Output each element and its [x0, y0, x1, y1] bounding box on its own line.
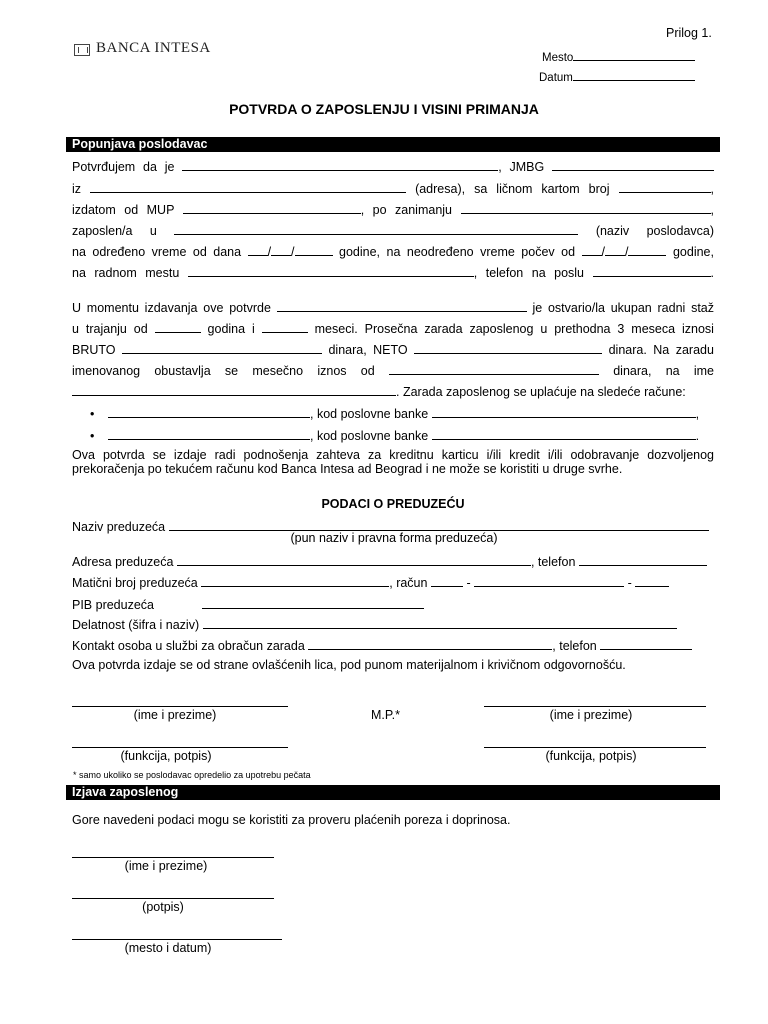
company-activity-input[interactable]: [203, 616, 677, 629]
account-prefix-input[interactable]: [431, 574, 463, 587]
contact-row: Kontakt osoba u službi za obračun zarada , telefon: [72, 637, 714, 654]
deduction-amount-input[interactable]: [389, 362, 599, 375]
bullet-icon: •: [90, 429, 95, 443]
company-name-input[interactable]: [169, 518, 709, 531]
mup-input[interactable]: [183, 201, 361, 214]
page-title: POTVRDA O ZAPOSLENJU I VISINI PRIMANJA: [229, 101, 539, 117]
years-input[interactable]: [155, 320, 201, 333]
id-card-input[interactable]: [619, 180, 711, 193]
months-input[interactable]: [262, 320, 308, 333]
date-label: Datum: [539, 72, 573, 84]
contact-person-input[interactable]: [308, 637, 552, 650]
section-header-employee: Izjava zaposlenog: [66, 785, 720, 800]
indefinite-date-input[interactable]: / /: [582, 245, 667, 259]
bank-2-input[interactable]: [432, 427, 696, 440]
caption-function-right: (funkcija, potpis): [545, 749, 637, 763]
section-header-employer: Popunjava poslodavac: [66, 137, 720, 152]
company-activity-row: Delatnost (šifra i naziv): [72, 616, 714, 633]
employee-name-2-input[interactable]: [277, 299, 527, 312]
employer-line-4: zaposlen/a u (naziv poslodavca): [72, 224, 715, 238]
caption-employee-signature: (potpis): [142, 900, 184, 914]
deduction-reason-input[interactable]: [72, 383, 396, 396]
company-address-row: Adresa preduzeća , telefon: [72, 553, 714, 570]
caption-function-left: (funkcija, potpis): [120, 749, 212, 763]
salary-line-1: U momentu izdavanja ove potvrde je ostvario/la ukupan radni staž: [72, 301, 714, 315]
company-regno-input[interactable]: [201, 574, 389, 587]
company-regno-row: Matični broj preduzeća , račun - -: [72, 574, 714, 591]
place-field[interactable]: [542, 48, 695, 64]
workplace-input[interactable]: [188, 264, 474, 277]
caption-name-right: (ime i prezime): [549, 708, 633, 722]
address-input[interactable]: [90, 180, 406, 193]
employee-statement: Gore navedeni podaci mogu se koristiti za proveru plaćenih poreza i doprinosa.: [72, 813, 511, 827]
employee-place-date-line[interactable]: [72, 939, 282, 940]
bullet-icon: •: [90, 407, 95, 421]
employer-line-3: izdatom od MUP , po zanimanju ,: [72, 203, 714, 217]
employer-line-1: Potvrđujem da je , JMBG: [72, 158, 714, 175]
fixed-term-date-input[interactable]: / /: [248, 245, 333, 259]
account-1-input[interactable]: [108, 405, 310, 418]
purpose-line-1: Ova potvrda se izdaje radi podnošenja zahteva za kreditnu karticu i/ili kredit i/ili odobravanje dozvoljenog: [72, 448, 714, 462]
bank-logo-icon: [74, 44, 90, 56]
signatory-left-name-line[interactable]: [72, 706, 288, 707]
caption-name-left: (ime i prezime): [133, 708, 217, 722]
salary-line-3: BRUTO dinara, NETO dinara. Na zaradu: [72, 343, 714, 357]
company-statement: Ova potvrda izdaje se od strane ovlašćenih lica, pod punom materijalnom i krivičnom odgovornošću.: [72, 658, 626, 672]
account-bullet-1: • , kod poslovne banke ,: [90, 407, 700, 421]
net-salary-input[interactable]: [414, 341, 602, 354]
employer-line-6: na radnom mestu , telefon na poslu .: [72, 266, 714, 280]
account-suffix-input[interactable]: [635, 574, 669, 587]
signatory-left-function-line[interactable]: [72, 747, 288, 748]
caption-employee-place-date: (mesto i datum): [124, 941, 212, 955]
bank-brand: BANCA INTESA: [96, 40, 211, 56]
signatory-right-name-line[interactable]: [484, 706, 706, 707]
employee-name-input[interactable]: [182, 158, 498, 171]
account-2-input[interactable]: [108, 427, 310, 440]
employer-line-5: na određeno vreme od dana / / godine, na neodređeno vreme počev od / / godine,: [72, 245, 714, 259]
employee-name-line[interactable]: [72, 857, 274, 858]
account-number-input[interactable]: [474, 574, 624, 587]
company-pib-input[interactable]: [202, 596, 424, 609]
employer-name-input[interactable]: [174, 222, 578, 235]
company-phone-input[interactable]: [579, 553, 707, 566]
employee-signature-line[interactable]: [72, 898, 274, 899]
bank-1-input[interactable]: [432, 405, 696, 418]
employer-line-2: iz (adresa), sa ličnom kartom broj ,: [72, 182, 714, 196]
contact-phone-input[interactable]: [600, 637, 692, 650]
purpose-line-2: prekoračenja po tekućem računu kod Banca Intesa ad Beograd i ne može se koristiti u druge svrhe.: [72, 462, 623, 476]
work-phone-input[interactable]: [593, 264, 711, 277]
jmbg-input[interactable]: [552, 158, 714, 171]
occupation-input[interactable]: [461, 201, 711, 214]
stamp-footnote: * samo ukoliko se poslodavac opredelio za upotrebu pečata: [73, 770, 311, 780]
company-address-input[interactable]: [177, 553, 531, 566]
company-name-row: Naziv preduzeća: [72, 518, 714, 535]
date-field[interactable]: [539, 68, 695, 84]
company-section-title: PODACI O PREDUZEĆU: [321, 497, 465, 511]
salary-line-5: . Zarada zaposlenog se uplaćuje na sledeće račune:: [72, 383, 714, 400]
account-bullet-2: • , kod poslovne banke .: [90, 429, 700, 443]
salary-line-2: u trajanju od godina i meseci. Prosečna zarada zaposlenog u prethodna 3 meseca iznosi: [72, 322, 714, 336]
caption-employee-name: (ime i prezime): [124, 859, 208, 873]
company-pib-row: PIB preduzeća: [72, 596, 714, 613]
stamp-label: M.P.*: [371, 708, 400, 722]
gross-salary-input[interactable]: [122, 341, 322, 354]
annex-label: Prilog 1.: [666, 26, 712, 40]
place-label: Mesto: [542, 52, 574, 64]
salary-line-4: imenovanog obustavlja se mesečno iznos od dinara, na ime: [72, 364, 714, 378]
company-name-hint: (pun naziv i pravna forma preduzeća): [290, 531, 498, 545]
signatory-right-function-line[interactable]: [484, 747, 706, 748]
